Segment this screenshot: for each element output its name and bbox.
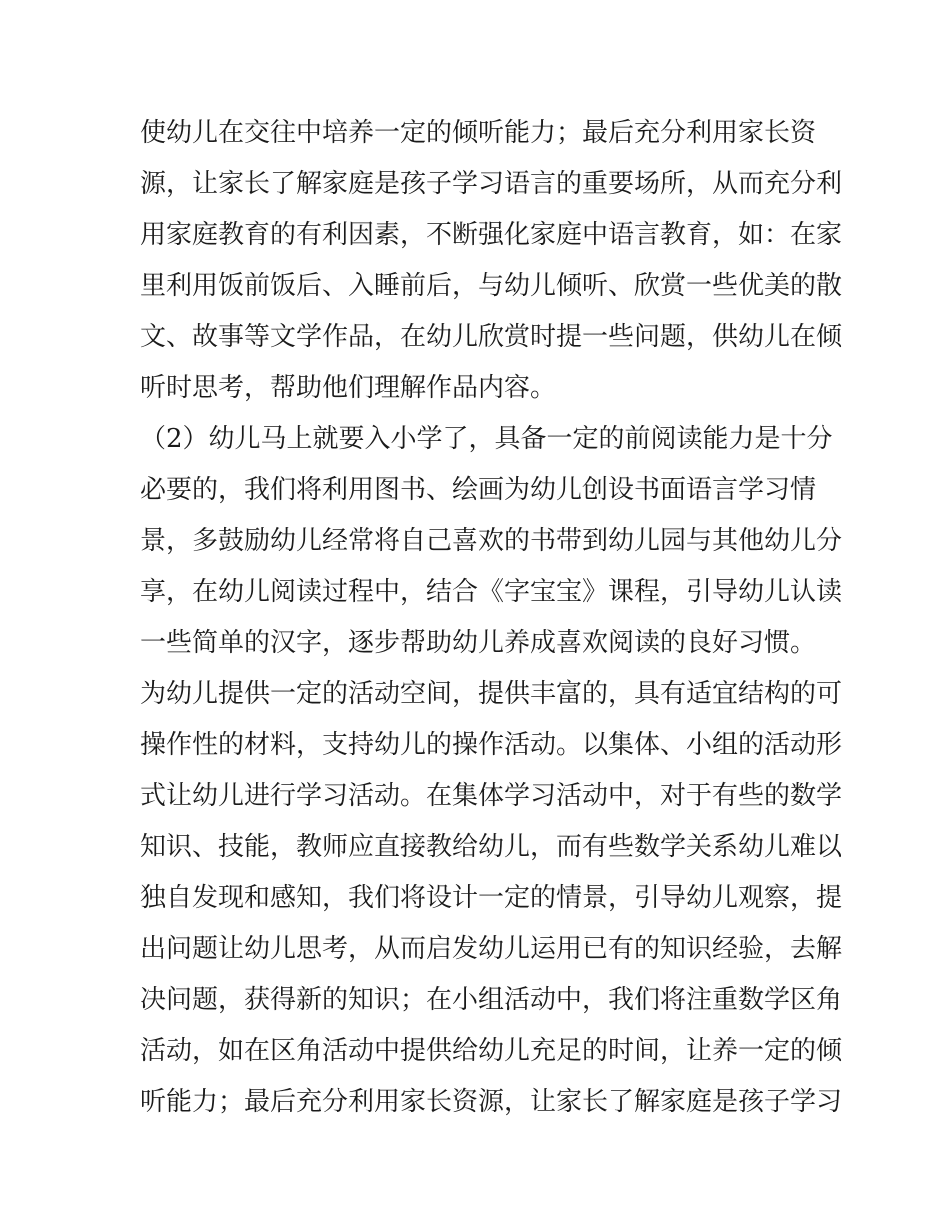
text-line: 享，在幼儿阅读过程中，结合《字宝宝》课程，引导幼儿认读 (140, 577, 843, 607)
text-line: 决问题，获得新的知识；在小组活动中，我们将注重数学区角 (140, 985, 843, 1015)
text-line: 操作性的材料，支持幼儿的操作活动。以集体、小组的活动形 (140, 730, 843, 760)
text-line: 使幼儿在交往中培养一定的倾听能力；最后充分利用家长资 (140, 118, 817, 148)
text-line: 式让幼儿进行学习活动。在集体学习活动中，对于有些的数学 (140, 781, 843, 811)
text-line: 知识、技能，教师应直接教给幼儿，而有些数学关系幼儿难以 (140, 832, 843, 862)
text-line: 活动，如在区角活动中提供给幼儿充足的时间，让养一定的倾 (140, 1036, 843, 1066)
text-line: 听能力；最后充分利用家长资源，让家长了解家庭是孩子学习 (140, 1087, 843, 1117)
document-body (140, 108, 843, 1128)
text-line: 景，多鼓励幼儿经常将自己喜欢的书带到幼儿园与其他幼儿分 (140, 526, 843, 556)
text-line: 一些简单的汉字，逐步帮助幼儿养成喜欢阅读的良好习惯。 (140, 628, 817, 658)
text-line: 用家庭教育的有利因素，不断强化家庭中语言教育，如：在家 (140, 220, 843, 250)
text-line: 听时思考，帮助他们理解作品内容。 (140, 373, 557, 403)
text-line: 为幼儿提供一定的活动空间，提供丰富的，具有适宜结构的可 (140, 679, 843, 709)
text-line: 源，让家长了解家庭是孩子学习语言的重要场所，从而充分利 (140, 169, 843, 199)
text-line: 里利用饭前饭后、入睡前后，与幼儿倾听、欣赏一些优美的散 (140, 271, 843, 301)
text-line: 文、故事等文学作品，在幼儿欣赏时提一些问题，供幼儿在倾 (140, 322, 843, 352)
text-line: 出问题让幼儿思考，从而启发幼儿运用已有的知识经验，去解 (140, 934, 843, 964)
text-line: 独自发现和感知，我们将设计一定的情景，引导幼儿观察，提 (140, 883, 843, 913)
text-line: （2）幼儿马上就要入小学了，具备一定的前阅读能力是十分 (140, 424, 833, 454)
text-line: 必要的，我们将利用图书、绘画为幼儿创设书面语言学习情 (140, 475, 817, 505)
